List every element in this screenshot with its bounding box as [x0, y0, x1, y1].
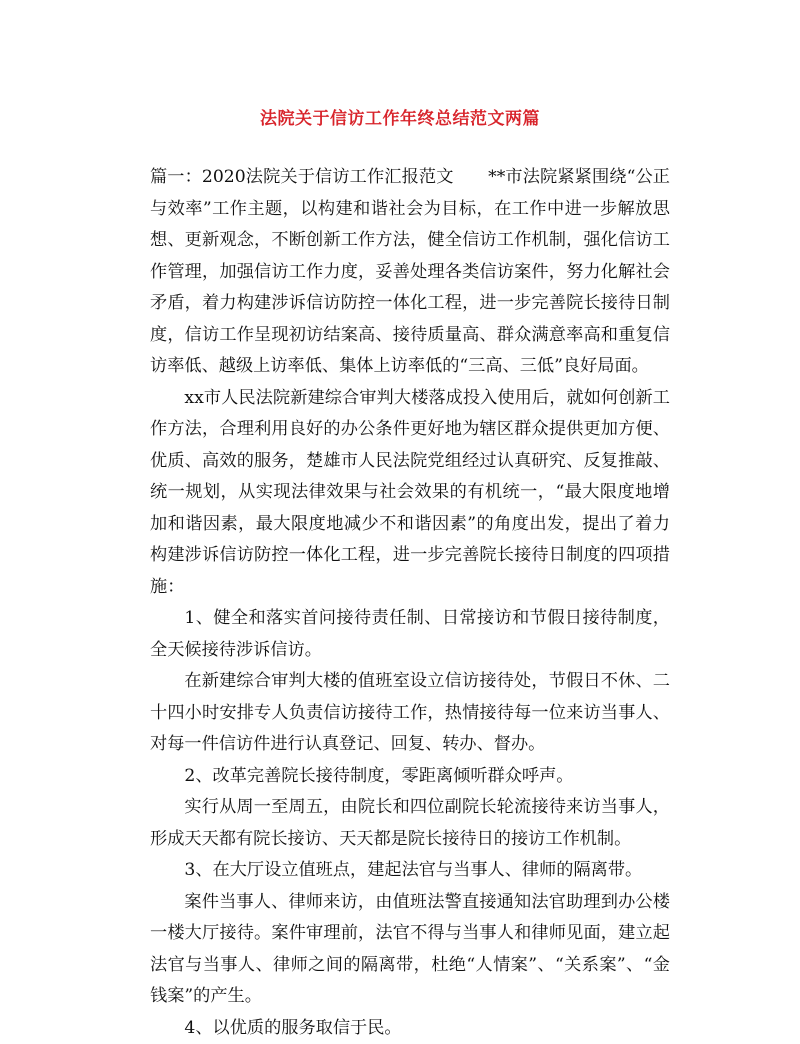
paragraph-4: 在新建综合审判大楼的值班室设立信访接待处，节假日不休、二十四小时安排专人负责信访接待工作，热情接待每一位来访当事人、对每一件信访件进行认真登记、回复、转办、督办。 — [150, 666, 670, 761]
paragraph-3: 1、健全和落实首问接待责任制、日常接访和节假日接待制度，全天候接待涉诉信访。 — [150, 603, 670, 666]
paragraph-9: 4、以优质的服务取信于民。 — [150, 1013, 670, 1044]
paragraph-5: 2、改革完善院长接待制度，零距离倾听群众呼声。 — [150, 761, 670, 793]
paragraph-2: xx市人民法院新建综合审判大楼落成投入使用后，就如何创新工作方法，合理利用良好的办公条件更好地为辖区群众提供更加方便、优质、高效的服务，楚雄市人民法院党组经过认真研究、反复推敲、统一规划，从实现法律效果与社会效果的有机统一，“最大限度地增加和谐因素，最大限度地减少不和谐因素”的角度出发，提出了着力构建涉诉信访防控一体化工程，进一步完善院长接待日制度的四项措施： — [150, 383, 670, 604]
document-body — [150, 162, 670, 1044]
paragraph-8: 案件当事人、律师来访，由值班法警直接通知法官助理到办公楼一楼大厅接待。案件审理前，法官不得与当事人和律师见面，建立起法官与当事人、律师之间的隔离带，杜绝“人情案”、“关系案”、“金钱案”的产生。 — [150, 887, 670, 1013]
paragraph-6: 实行从周一至周五，由院长和四位副院长轮流接待来访当事人，形成天天都有院长接访、天天都是院长接待日的接访工作机制。 — [150, 792, 670, 855]
document-title: 法院关于信访工作年终总结范文两篇 — [0, 104, 800, 129]
paragraph-7: 3、在大厅设立值班点，建起法官与当事人、律师的隔离带。 — [150, 855, 670, 887]
paragraph-1: 篇一：2020法院关于信访工作汇报范文 **市法院紧紧围绕“公正与效率”工作主题，以构建和谐社会为目标，在工作中进一步解放思想、更新观念，不断创新工作方法，健全信访工作机制，强化信访工作管理，加强信访工作力度，妥善处理各类信访案件，努力化解社会矛盾，着力构建涉诉信访防控一体化工程，进一步完善院长接待日制度，信访工作呈现初访结案高、接待质量高、群众满意率高和重复信访率低、越级上访率低、集体上访率低的“三高、三低”良好局面。 — [150, 162, 670, 383]
